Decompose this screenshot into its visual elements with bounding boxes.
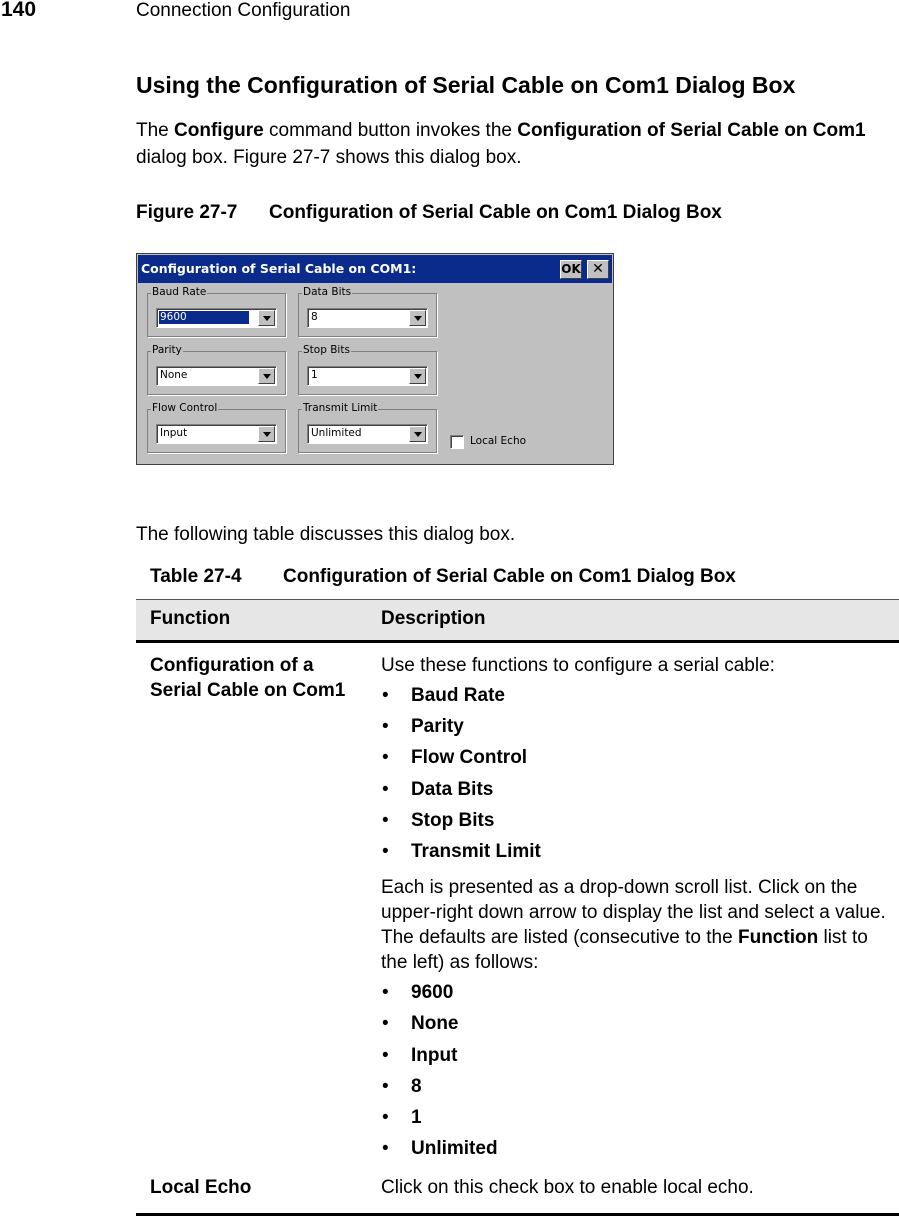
stop-bits-group [298, 344, 437, 395]
header-description: Description [381, 608, 486, 629]
list-item: • Transmit Limit [381, 836, 891, 867]
page-number: 140 [1, 0, 37, 21]
transmit-limit-combo[interactable] [307, 424, 428, 444]
chevron-down-icon[interactable] [258, 426, 275, 442]
combo-value: 9600 [159, 311, 249, 324]
list-item: • 1 [381, 1102, 891, 1133]
chevron-down-icon[interactable] [258, 310, 275, 326]
table-row [136, 643, 899, 1173]
description-cell: Click on this check box to enable local echo. [381, 1177, 754, 1198]
combo-value: 8 [311, 311, 318, 323]
para-bold: Configuration of Serial Cable on Com1 [517, 120, 866, 141]
flow-control-group [147, 402, 286, 453]
local-echo-checkbox[interactable] [450, 435, 464, 449]
group-label: Baud Rate [152, 286, 207, 298]
combo-value: Input [160, 427, 188, 439]
section-heading: Using the Configuration of Serial Cable on Com1 Dialog Box [136, 72, 796, 98]
dialog-titlebar [138, 255, 612, 283]
table-header [136, 599, 899, 643]
chevron-down-icon[interactable] [409, 368, 426, 384]
local-echo-label[interactable]: Local Echo [470, 435, 527, 447]
list-item: • Input [381, 1040, 891, 1071]
combo-value: Unlimited [311, 427, 362, 439]
list-item: • None [381, 1008, 891, 1039]
group-label: Flow Control [152, 402, 218, 414]
chevron-down-icon[interactable] [409, 310, 426, 326]
table-caption [150, 566, 736, 588]
list-item: • Flow Control [381, 742, 891, 773]
figure-number: Figure 27-7 [136, 202, 238, 223]
close-button[interactable]: ✕ [587, 260, 609, 279]
table-number: Table 27-4 [150, 566, 242, 587]
data-bits-group [298, 286, 437, 337]
figure-caption [136, 202, 722, 224]
list-item: • Parity [381, 711, 891, 742]
para-text: command button invokes the [263, 120, 518, 141]
description-cell [381, 653, 891, 1164]
figure-title: Configuration of Serial Cable on Com1 Dialog Box [269, 202, 722, 223]
function-cell: Local Echo [150, 1177, 252, 1198]
para-text: dialog box. Figure 27-7 shows this dialog box. [136, 147, 522, 168]
stop-bits-combo[interactable] [307, 366, 428, 386]
para-text: The [136, 120, 175, 141]
group-label: Data Bits [303, 286, 352, 298]
description-intro: Use these functions to configure a serial cable: [381, 655, 775, 676]
list-item: • 9600 [381, 977, 891, 1008]
flow-control-combo[interactable] [156, 424, 277, 444]
list-item: • Unlimited [381, 1133, 891, 1164]
dialog-title: Configuration of Serial Cable on COM1: [141, 261, 417, 276]
group-label: Stop Bits [303, 344, 350, 356]
list-item: • Data Bits [381, 774, 891, 805]
chevron-down-icon[interactable] [409, 426, 426, 442]
group-label: Parity [152, 344, 182, 356]
baud-rate-combo[interactable] [156, 308, 277, 328]
data-bits-combo[interactable] [307, 308, 428, 328]
transmit-limit-group [298, 402, 437, 453]
function-table [136, 599, 899, 1216]
list-item: • Baud Rate [381, 680, 891, 711]
middle-bold: Function [737, 927, 819, 949]
combo-value: None [160, 369, 188, 381]
defaults-list [381, 977, 891, 1164]
combo-value: 1 [311, 369, 318, 381]
parity-combo[interactable] [156, 366, 277, 386]
list-item: • Stop Bits [381, 805, 891, 836]
ok-button[interactable]: OK [560, 260, 582, 279]
running-title: Connection Configuration [136, 0, 351, 21]
chevron-down-icon[interactable] [258, 368, 275, 384]
description-middle [381, 875, 891, 975]
table-row [136, 1173, 899, 1216]
para-bold: Configure [174, 120, 264, 141]
function-cell: Configuration of a Serial Cable on Com1 [150, 655, 346, 701]
function-list [381, 680, 891, 867]
header-function: Function [150, 608, 231, 629]
list-item: • 8 [381, 1071, 891, 1102]
intro-paragraph [136, 117, 886, 171]
middle-text: list to the left) as follows: [381, 927, 868, 974]
middle-text: Each is presented as a drop-down scroll list. Click on the upper-right down arrow to display the list and select a value. The defaults are listed (consecutive to the [381, 877, 886, 949]
table-title: Configuration of Serial Cable on Com1 Dialog Box [283, 566, 736, 587]
baud-rate-group [147, 286, 286, 337]
table-intro: The following table discusses this dialog box. [136, 524, 516, 545]
group-label: Transmit Limit [303, 402, 378, 414]
serial-cable-dialog [136, 253, 614, 465]
parity-group [147, 344, 286, 395]
